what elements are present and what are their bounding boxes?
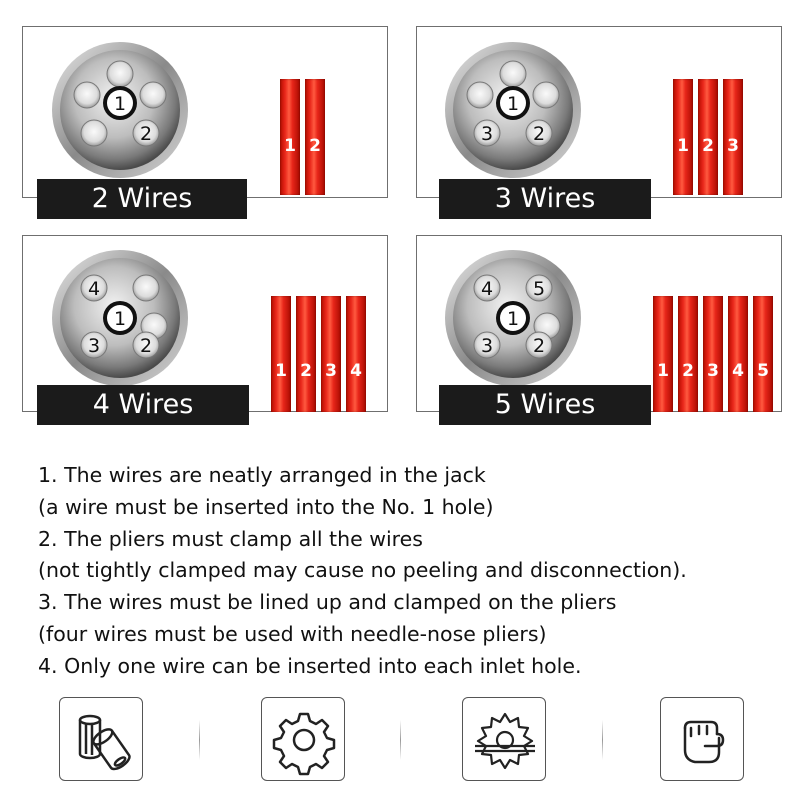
disc-hole-number: 2	[139, 335, 153, 357]
wire-number: 1	[275, 361, 287, 381]
icon-separator	[602, 720, 603, 760]
wire-number: 4	[350, 361, 362, 381]
wire-number: 2	[309, 136, 321, 156]
disc-hole-number: 1	[506, 308, 520, 330]
wire-number: 2	[682, 361, 694, 381]
disc-hole-number: 1	[506, 93, 520, 115]
disc-hole-number: 5	[532, 278, 546, 300]
disc-hole-number: 2	[532, 335, 546, 357]
wire-count-label: 2 Wires	[37, 179, 247, 219]
gear-icon	[261, 697, 345, 781]
disc-hole-number: 2	[139, 123, 153, 145]
note-line: (a wire must be inserted into the No. 1 hole)	[38, 494, 494, 519]
red-wire	[723, 79, 743, 195]
wire-hole-disc	[50, 248, 190, 388]
wire-group	[271, 296, 366, 412]
red-wire	[673, 79, 693, 195]
wire-panel-2	[22, 26, 388, 214]
icon-separator	[400, 720, 401, 760]
red-wire	[678, 296, 698, 412]
wire-number: 1	[284, 136, 296, 156]
fist-icon	[660, 697, 744, 781]
wire-group	[653, 296, 773, 412]
wire-panel-4	[22, 235, 388, 420]
wire-count-label: 3 Wires	[439, 179, 651, 219]
icon-separator	[199, 720, 200, 760]
disc-hole-number: 4	[480, 278, 494, 300]
wire-number: 4	[732, 361, 744, 381]
wire-hole-disc	[50, 40, 190, 180]
red-wire	[346, 296, 366, 412]
wire-count-label: 5 Wires	[439, 385, 651, 425]
note-line: 3. The wires must be lined up and clamped on the pliers	[38, 590, 617, 615]
wire-hole-disc	[443, 40, 583, 180]
red-wire	[728, 296, 748, 412]
wire-number: 3	[325, 361, 337, 381]
disc-hole-number: 1	[113, 93, 127, 115]
wire-group	[280, 79, 325, 195]
red-wire	[698, 79, 718, 195]
red-wire	[321, 296, 341, 412]
red-wire	[305, 79, 325, 195]
red-wire	[271, 296, 291, 412]
disc-hole-number: 3	[87, 335, 101, 357]
cylinder-parts-icon	[59, 697, 143, 781]
red-wire	[703, 296, 723, 412]
note-line: (four wires must be used with needle-nose pliers)	[38, 621, 547, 646]
disc-hole-number: 3	[480, 123, 494, 145]
red-wire	[653, 296, 673, 412]
note-line: (not tightly clamped may cause no peeling and disconnection).	[38, 558, 687, 583]
wire-number: 1	[657, 361, 669, 381]
wire-number: 5	[757, 361, 769, 381]
wire-number: 3	[727, 136, 739, 156]
disc-hole-number: 4	[87, 278, 101, 300]
note-line: 1. The wires are neatly arranged in the jack	[38, 463, 486, 487]
wire-group	[673, 79, 743, 195]
note-line: 4. Only one wire can be inserted into each inlet hole.	[38, 653, 582, 678]
red-wire	[296, 296, 316, 412]
wire-number: 3	[707, 361, 719, 381]
wire-panel-5	[416, 235, 782, 420]
disc-hole-number: 1	[113, 308, 127, 330]
disc-hole-number: 3	[480, 335, 494, 357]
instruction-notes	[38, 460, 788, 683]
wire-number: 2	[702, 136, 714, 156]
wire-panel-3	[416, 26, 782, 214]
red-wire	[753, 296, 773, 412]
wire-number: 1	[677, 136, 689, 156]
disc-hole-number: 2	[532, 123, 546, 145]
wire-number: 2	[300, 361, 312, 381]
saw-blade-icon	[462, 697, 546, 781]
wire-count-label: 4 Wires	[37, 385, 249, 425]
note-line: 2. The pliers must clamp all the wires	[38, 526, 423, 551]
red-wire	[280, 79, 300, 195]
wire-hole-disc	[443, 248, 583, 388]
